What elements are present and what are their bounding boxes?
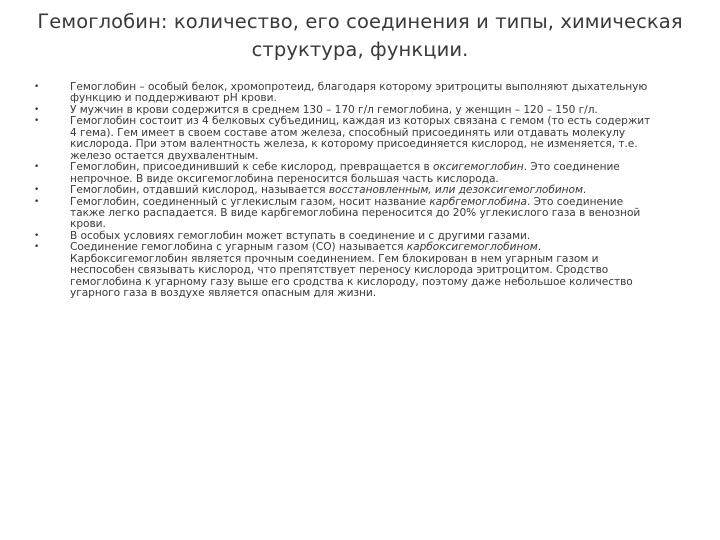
bullet-dot-icon: • (34, 230, 40, 241)
bullet-text (70, 161, 620, 184)
bullet-text-emphasis: восстановленным, или дезоксигемоглобином (328, 184, 583, 197)
slide-title: Гемоглобин: количество, его соединения и типы, химическая структура, функции. (37, 10, 683, 61)
bullet-text (70, 81, 647, 104)
bullet-text-segment: Гемоглобин состоит из 4 белковых субъединиц, каждая из которых связана с гемом (то есть содержит 4 гема). Гем имеет в своем составе атом железа, способный присоединять или отдавать молекулу кислорода. При этом валентность железа, к которому присоединяется кислород, не изменяется, т.е. железо остается двухвалентным. (70, 115, 651, 162)
bullet-text-segment: Гемоглобин, отдавший кислород, называется (70, 184, 329, 197)
bullet-text-segment: . Это соединение непрочное. В виде оксигемоглобина переносится большая часть кислорода. (70, 161, 620, 185)
bullet-text-segment: У мужчин в крови содержится в среднем 130 – 170 г/л гемоглобина, у женщин – 120 – 150 г/л. (70, 103, 598, 116)
bullet-list (0, 82, 720, 300)
bullet-text (70, 115, 650, 161)
bullet-dot-icon: • (34, 104, 40, 115)
bullet-text (70, 184, 586, 196)
bullet-text-segment: Гемоглобин – особый белок, хромопротеид, благодаря которому эритроциты выполняют дыхательную функцию и поддерживают pH крови. (70, 81, 648, 105)
bullet-text-segment: . Карбоксигемоглобин является прочным соединением. Гем блокирован в нем угарным газом и неспособен связывать кислород, что препятствует переносу кислорода эритроцитом. Сродство гемоглобина к угарному газу выше его сродства к кислороду, поэтому даже небольшое количество угарного газа в воздухе является опасным для жизни. (70, 241, 633, 300)
bullet-text-segment: Соединение гемоглобина с угарным газом (СО) называется (70, 241, 407, 254)
bullet-item (0, 82, 658, 105)
bullet-item (0, 242, 658, 299)
bullet-text-emphasis: карбгемоглобина (429, 195, 527, 208)
bullet-text (70, 230, 530, 242)
bullet-text-emphasis: оксигемоглобин (432, 161, 524, 174)
bullet-text-segment: . (582, 184, 587, 197)
bullet-text-emphasis: карбоксигемоглобином (406, 241, 538, 254)
bullet-dot-icon: • (34, 185, 40, 196)
bullet-item (0, 197, 658, 231)
bullet-dot-icon: • (34, 162, 40, 173)
bullet-text (70, 241, 633, 299)
bullet-dot-icon: • (34, 82, 40, 92)
bullet-text-segment: В особых условиях гемоглобин может вступать в соединение и с другими газами. (70, 229, 531, 242)
bullet-dot-icon: • (34, 116, 40, 127)
bullet-text-segment: . Это соединение также легко распадается. В виде карбгемоглобина переносится до 20% углекислого газа в венозной крови. (70, 195, 641, 231)
bullet-item (0, 162, 658, 185)
bullet-text (70, 196, 640, 231)
bullet-item (0, 116, 658, 162)
bullet-dot-icon: • (34, 242, 40, 253)
bullet-text (70, 104, 598, 116)
bullet-text-segment: Гемоглобин, присоединивший к себе кислород, превращается в (70, 161, 433, 174)
bullet-text-segment: Гемоглобин, соединенный с углекислым газом, носит название (70, 195, 430, 208)
bullet-dot-icon: • (34, 196, 40, 207)
